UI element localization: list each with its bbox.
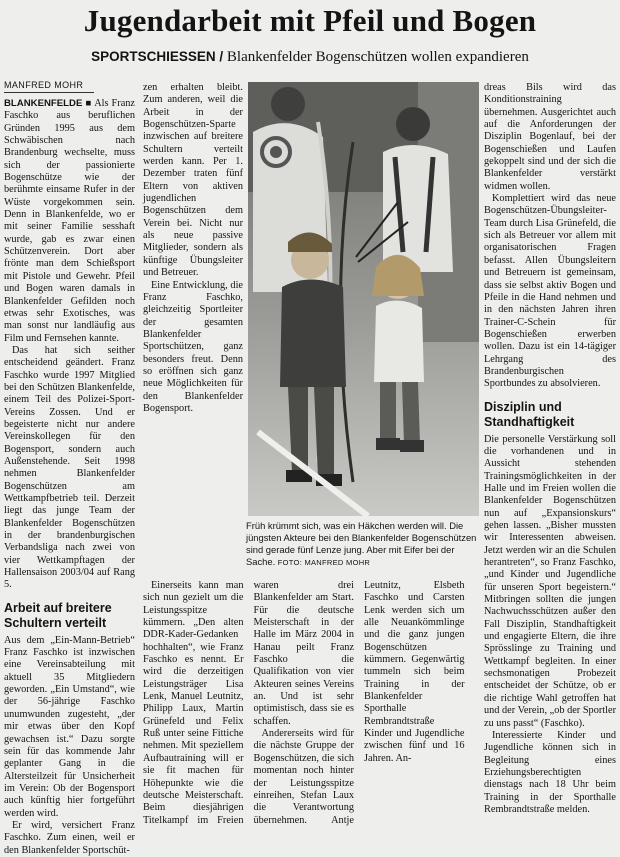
headline: Jugendarbeit mit Pfeil und Bogen bbox=[83, 3, 537, 38]
byline: MANFRED MOHR bbox=[4, 80, 84, 90]
photo-caption bbox=[246, 520, 480, 569]
paragraph: Interessierte Kinder und Jugendliche können sich in Begleitung eines Erziehungsberechtigten dienstags nach 18 Uhr beim Training in der Sporthalle Rembrandtstraße melden. bbox=[484, 729, 616, 815]
paragraph: Aus dem „Ein-Mann-Betrieb“ Franz Faschko ist inzwischen eine Vereinsabteilung mit aktuell 35 Mitgliedern geworden. „Ein Umstand“, wie der 56-jährige Faschko unumwunden zugesteht, „der mir etwas über den Kopf gewachsen ist.“ Dazu sorgte sein für das kommende Jahr geplanter Gang in die Altersteilzeit für Unsicherheit im Verein: Ob der Bogensport auch künftig hier fortgeführt werden wird. bbox=[4, 634, 135, 819]
paragraph: dreas Bils wird das Konditionstraining übernehmen. Ausgerichtet auch auf die Anforderungen der Disziplin Bogenlauf, bei der Bogenschießen und Laufen gekoppelt sind und der sich die Blankenfelder verstärkt widmen wollen. bbox=[484, 82, 616, 192]
section-kicker: SPORTSCHIESSEN / bbox=[91, 49, 224, 64]
subheading-2: Disziplin und Standhaftigkeit bbox=[484, 399, 575, 429]
paragraph: Eine Entwicklung, die Franz Faschko, gleichzeitig Sportleiter der gesamten Blankenfelder Sportschützen, ganz besonders freut. Denn so eröffnen sich ganz neue Möglichkeiten für den Blankenfelder Bogensport. bbox=[143, 279, 243, 414]
byline-rule bbox=[4, 92, 94, 93]
paragraph: Das hat sich seither entscheidend geändert. Franz Faschko wurde 1997 Mitglied bei den Schützen Blankenfelde, einem Teil des Polizei-Sport-Vereins Zossen. Und er begeisterte nicht nur andere Vereinskollegen für den Bogensport, sondern auch Außenstehende. Seit 1998 nehmen Blankenfelder Bogenschützen am Wettkampfbetrieb teil. Derzeit liegt das junge Team der Blankenfelder Bogenschützen in der brandenburgischen Verbandsliga nach zwei von vier Wettkampftagen der Hallensaison 2003/04 auf Rang 5. bbox=[4, 344, 135, 591]
paragraph: Andererseits wird für die nächste Gruppe der Bogenschützen, die sich momentan noch hinter der Leistungsspitze einreihen, Stefan Laux die Verantwortung übernehmen. Antje Leutnitz, Elsbeth Faschko und Carsten Lenk werden sich um alle Neuankömmlinge und die ganz jungen Bogenschützen kümmern. Gegenwärtig tummeln sich beim Training in der Blankenfelder Sporthalle Rembrandtstraße Kinder und Jugendliche zwischen fünf und 16 Jahren. An- bbox=[253, 580, 465, 826]
article-photo bbox=[248, 82, 479, 516]
article-column-2 bbox=[143, 82, 243, 574]
lead-text: Als Franz Faschko aus beruflichen Gründen 1995 aus dem Schwäbischen nach Brandenburg wechselte, muss sich der passionierte Bogenschütze wie der berühmte einsame Rufer in der Wüste vorgekommen sein. Denn in Blankenfelde, wo er mit seiner Familie sesshaft wurde, gab es zwar einen Schützenverein. Dort aber frönte man dem Schießsport mit Pistole und Gewehr. Pfeil und Bogen waren damals in Blankenfelder Gefilden noch etwas sehr Exotisches, was man sonst nur landläufig aus Film und Fernsehen kannte. bbox=[4, 98, 135, 344]
lead-paragraph bbox=[4, 98, 135, 345]
subheadline-line bbox=[0, 48, 620, 66]
subheadline: Blankenfelder Bogenschützen wollen expandieren bbox=[226, 49, 529, 65]
paragraph: Einerseits kann man sich nun gezielt um die Leistungsspitze kümmern. „Den alten DDR-Kader-Gedanken hochhalten“, wie Franz Faschko es nennt. Er wird die derzeitigen Leistungsträger Lisa Lenk, Manuel Leutnitz, Philipp Laux, Martin Grünefeld und Felix Ruß unter seine Fittiche nehmen. Mit speziellem Aufbautraining will er sie fit machen für Höhepunkte wie die deutsche Meisterschaft. Beim diesjährigen Titelkampf im Freien waren drei Blankenfelder am Start. Für die deutsche Meisterschaft in der Halle im März 2004 in Hanau peilt Franz Faschko die Qualifikation von vier Akteuren seines Vereins an. Und ist sehr optimistisch, dass sie es schaffen. bbox=[143, 580, 354, 826]
children-with-bows-photo bbox=[248, 82, 479, 516]
paragraph: Komplettiert wird das neue Bogenschützen-Übungsleiter-Team durch Lisa Grünefeld, die sich als Betreuer vor allem mit organisatorischen Fragen befasst. Allen Übungsleitern und Betreuern ist gemeinsam, dass sie selbst aktiv Bogen und Pfeile in die Hand nehmen und in den nächsten Jahren ihren Trainer-C-Schein für Bogenschießen erwerben wollen. Dazu ist ein 14-tägiger Lehrgang des Brandenburgischen Sportbundes zu absolvieren. bbox=[484, 193, 616, 390]
paragraph: Er wird, versichert Franz Faschko. Zum einen, weil er den Blankenfelder Sportschüt- bbox=[4, 819, 135, 856]
paragraph: Die personelle Verstärkung soll die vorhandenen und in Aussicht stehenden Trainingsmöglichkeiten in der Halle und im Freien wollen die Blankenfelder Bogenschützen nun auf „Expansionskurs“ gehen lassen. „Bisher mussten wir Interessenten abweisen. Jetzt werden wir an die Schulen herantreten“, so Franz Faschko, „und Kinder und Jugendliche für unseren Sport begeistern.“ Mitbringen sollten die jungen Nachwuchsschützen außer den Fall Disziplin, Standhaftigkeit und engagierte Eltern, die ihre Sprösslinge zu Training und Wettkampf begleiten. In einer sechsmonatigen Probezeit entscheidet der Schütze, ob er die richtige Wahl getroffen hat und der Verein, „ob der Sportler zu uns passt“ (Faschko). bbox=[484, 433, 616, 729]
subheading-1: Arbeit auf breitere Schultern verteilt bbox=[4, 600, 112, 630]
article-column-4 bbox=[484, 82, 616, 832]
photo-credit: FOTO: MANFRED MOHR bbox=[277, 558, 371, 567]
article-column-3 bbox=[143, 580, 465, 832]
paragraph: zen erhalten bleibt. Zum anderen, weil die Arbeit in der Bogenschützen-Sparte inzwischen auf breitere Schultern verteilt werden kann. Per 1. Dezember traten fünf Eltern von aktiven jugendlichen Bogenschützen dem Verein bei. Nicht nur als neue passive Mitglieder, sondern als künftige Übungsleiter und Betreuer. bbox=[143, 82, 243, 279]
caption-text: Früh krümmt sich, was ein Häkchen werden will. Die jüngsten Akteure bei den Blankenfelder Bogenschützen sind gerade fünf Lenze jung. Aber mit Eifer bei der Sache. bbox=[246, 520, 477, 567]
article-column-1 bbox=[4, 98, 135, 856]
dateline: BLANKENFELDE ■ bbox=[4, 98, 92, 109]
